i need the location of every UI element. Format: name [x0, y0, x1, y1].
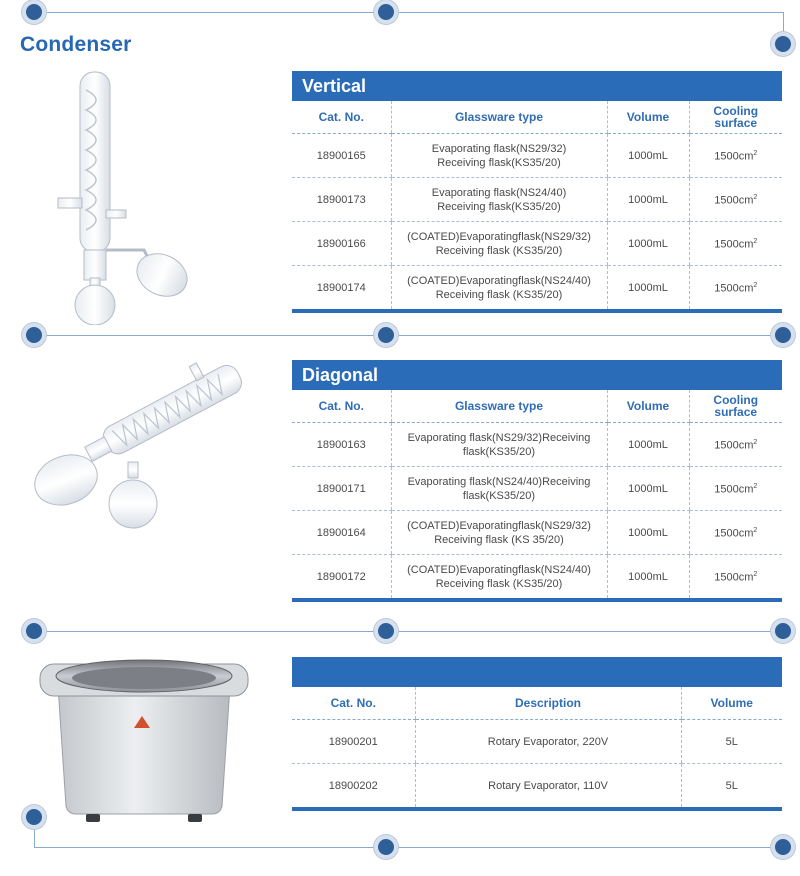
type-line: (COATED)Evaporatingflask(NS24/40) [407, 274, 591, 287]
type-line: (COATED)Evaporatingflask(NS29/32) [407, 519, 591, 532]
description-cell: Rotary Evaporator, 220V [415, 720, 681, 764]
column-header-cooling-surface [689, 390, 782, 423]
cooling-value: 1500cm [714, 194, 754, 207]
column-header-description: Description [415, 687, 681, 720]
cat-no-cell: 18900171 [292, 467, 391, 511]
cat-no-cell: 18900163 [292, 423, 391, 467]
table-row [292, 467, 782, 511]
type-line: (COATED)Evaporatingflask(NS24/40) [407, 563, 591, 576]
type-line: Receiving flask(KS35/20) [437, 156, 561, 169]
bullet-dot [22, 0, 46, 24]
table-row [292, 423, 782, 467]
volume-cell: 1000mL [607, 511, 689, 555]
glassware-type-cell [391, 178, 607, 222]
bullet-dot [771, 835, 795, 859]
column-header-cat-no: Cat. No. [292, 687, 415, 720]
bullet-dot [374, 619, 398, 643]
cooling-value: 1500cm [714, 483, 754, 496]
cat-no-cell: 18900174 [316, 281, 366, 294]
type-line: Evaporating flask(NS29/32) [431, 142, 567, 155]
type-line: Receiving flask (KS35/20) [435, 577, 563, 590]
description-cell: Rotary Evaporator, 110V [415, 764, 681, 810]
table-row [292, 134, 782, 178]
glassware-type-cell [391, 266, 607, 312]
column-header-volume: Volume [607, 390, 689, 423]
cooling-surface-cell [689, 266, 782, 312]
unit-exponent: 2 [753, 439, 758, 447]
table-row [292, 266, 782, 312]
unit-exponent: 2 [753, 150, 758, 158]
volume-cell: 1000mL [607, 266, 689, 312]
cat-no-cell: 18900172 [316, 570, 366, 583]
cooling-surface-cell [689, 511, 782, 555]
vertical-condenser-image [44, 70, 204, 325]
volume-cell: 1000mL [607, 134, 689, 178]
type-line: Receiving flask (KS 35/20) [434, 533, 564, 546]
bullet-dot [771, 619, 795, 643]
column-header-volume: Volume [681, 687, 782, 720]
cat-no-cell: 18900166 [292, 222, 391, 266]
bullet-dot [771, 323, 795, 347]
divider-bottom [34, 847, 784, 848]
unit-exponent: 2 [753, 194, 758, 202]
cat-no-cell: 18900201 [292, 720, 415, 764]
type-line: Evaporating flask(NS24/40)Receiving [407, 475, 591, 488]
diagonal-table [292, 390, 782, 602]
unit-exponent: 2 [753, 571, 758, 579]
diagonal-table-title: Diagonal [292, 360, 782, 390]
cat-no-cell: 18900165 [292, 134, 391, 178]
table-row [292, 178, 782, 222]
cooling-surface-cell [689, 178, 782, 222]
column-header-cat-no: Cat. No. [292, 101, 391, 134]
glassware-type-cell [391, 467, 607, 511]
bullet-dot [374, 0, 398, 24]
cat-no-cell: 18900202 [328, 779, 378, 792]
vertical-table-block [292, 71, 782, 313]
column-header-glassware-type: Glassware type [391, 101, 607, 134]
cooling-value: 1500cm [714, 238, 754, 251]
diagonal-condenser-image [18, 352, 258, 537]
column-header-volume: Volume [607, 101, 689, 134]
bullet-dot [771, 32, 795, 56]
cooling-value: 1500cm [714, 282, 754, 295]
cooling-surface-cell [689, 134, 782, 178]
cat-no-cell: 18900173 [292, 178, 391, 222]
cat-no-cell: 18900164 [292, 511, 391, 555]
volume-cell: 1000mL [607, 178, 689, 222]
volume-cell: 1000mL [607, 467, 689, 511]
column-header-cat-no: Cat. No. [292, 390, 391, 423]
volume-cell: 1000mL [607, 423, 689, 467]
diagonal-table-block [292, 360, 782, 602]
table-row [292, 764, 782, 810]
unit-exponent: 2 [753, 483, 758, 491]
unit-exponent: 2 [753, 282, 758, 290]
cooling-surface-cell [689, 555, 782, 601]
glassware-type-cell [391, 511, 607, 555]
page-title: Condenser [20, 33, 132, 56]
bath-table [292, 687, 782, 811]
type-line: Evaporating flask(NS24/40) [431, 186, 567, 199]
column-header-cooling-surface [689, 101, 782, 134]
header-line: Cooling [713, 104, 759, 118]
cooling-value: 1500cm [714, 439, 754, 452]
glassware-type-cell [391, 423, 607, 467]
table-row [292, 555, 782, 601]
divider-middle-1 [34, 335, 784, 336]
divider-middle-2 [34, 631, 784, 632]
type-line: flask(KS35/20) [462, 489, 536, 502]
type-line: flask(KS35/20) [462, 445, 536, 458]
vertical-table [292, 101, 782, 313]
table-row [292, 720, 782, 764]
header-line: surface [714, 405, 758, 419]
glassware-type-cell [391, 222, 607, 266]
bullet-dot [374, 835, 398, 859]
divider-top [34, 12, 784, 13]
volume-cell: 1000mL [607, 555, 689, 601]
heating-bath-image [36, 646, 252, 828]
cooling-value: 1500cm [714, 527, 754, 540]
bullet-dot [22, 323, 46, 347]
header-line: Cooling [713, 393, 759, 407]
bullet-dot [22, 619, 46, 643]
type-line: Receiving flask (KS35/20) [435, 244, 563, 257]
cooling-value: 1500cm [714, 150, 754, 163]
bath-table-title [292, 657, 782, 687]
type-line: Evaporating flask(NS29/32)Receiving [407, 431, 591, 444]
type-line: Receiving flask (KS35/20) [435, 288, 563, 301]
bullet-dot [374, 323, 398, 347]
column-header-glassware-type: Glassware type [391, 390, 607, 423]
table-row [292, 511, 782, 555]
header-line: surface [714, 116, 758, 130]
cooling-surface-cell [689, 222, 782, 266]
cooling-surface-cell [689, 467, 782, 511]
cooling-value: 1500cm [714, 571, 754, 584]
type-line: (COATED)Evaporatingflask(NS29/32) [407, 230, 591, 243]
glassware-type-cell [391, 134, 607, 178]
table-row [292, 222, 782, 266]
bath-table-block [292, 657, 782, 811]
vertical-table-title: Vertical [292, 71, 782, 101]
volume-cell: 1000mL [607, 222, 689, 266]
volume-cell: 5L [681, 764, 782, 810]
cooling-surface-cell [689, 423, 782, 467]
unit-exponent: 2 [753, 238, 758, 246]
type-line: Receiving flask(KS35/20) [437, 200, 561, 213]
volume-cell: 5L [681, 720, 782, 764]
unit-exponent: 2 [753, 527, 758, 535]
glassware-type-cell [391, 555, 607, 601]
